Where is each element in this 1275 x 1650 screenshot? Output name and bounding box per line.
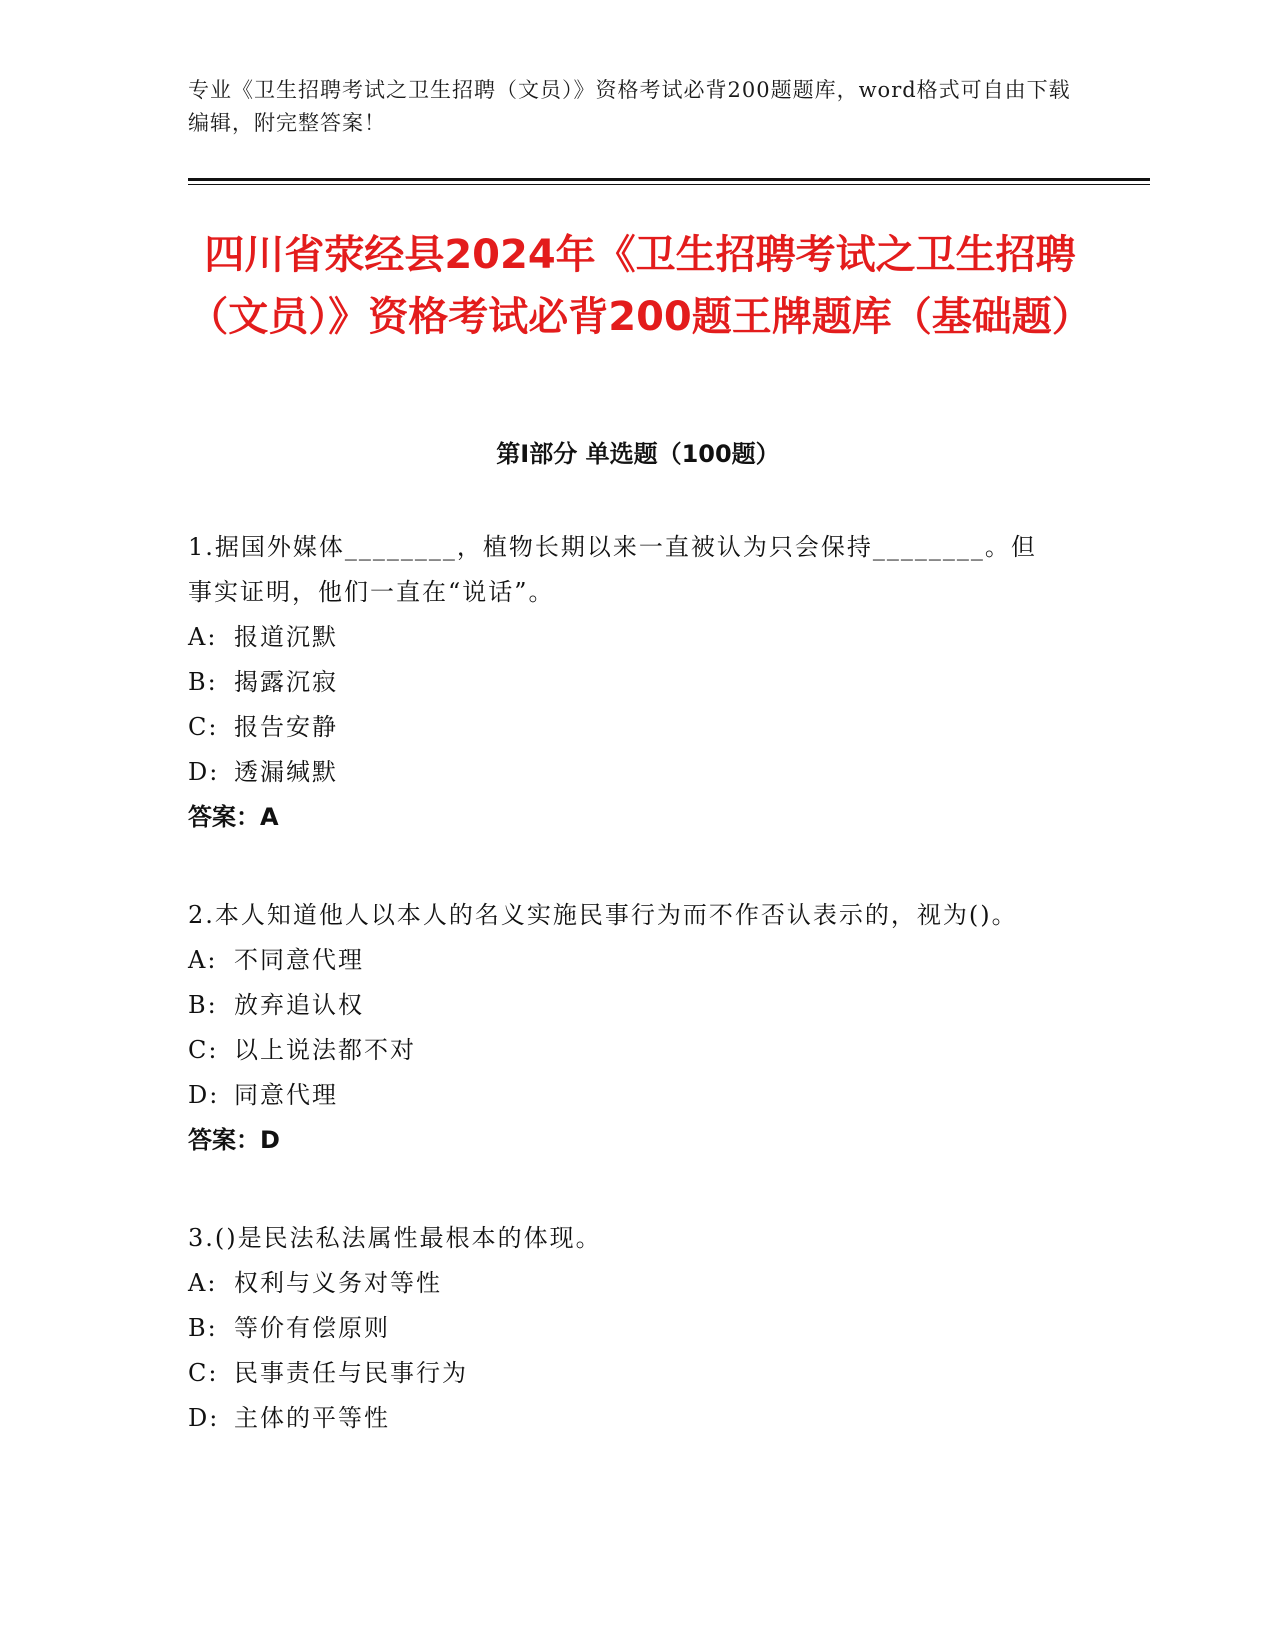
- question-stem: 1.据国外媒体________，植物长期以来一直被认为只会保持________。但事实证明，他们一直在“说话”。: [188, 533, 1037, 606]
- option-a: [188, 1261, 1058, 1306]
- option-letter: C:: [188, 1359, 219, 1387]
- option-d: [188, 750, 1058, 795]
- option-b: [188, 983, 1058, 1028]
- option-b: [188, 660, 1058, 705]
- option-letter: A:: [188, 623, 218, 651]
- header-divider-thick: [188, 178, 1150, 181]
- option-text: 民事责任与民事行为: [234, 1359, 468, 1387]
- option-text: 主体的平等性: [234, 1404, 390, 1432]
- question-list: [188, 525, 1058, 1494]
- option-text: 透漏缄默: [234, 758, 338, 786]
- option-letter: D:: [188, 1404, 220, 1432]
- question-stem: 3.()是民法私法属性最根本的体现。: [188, 1224, 602, 1252]
- document-title: 四川省荥经县2024年《卫生招聘考试之卫生招聘（文员）》资格考试必背200题王牌题库（基础题）: [188, 232, 1092, 340]
- option-text: 权利与义务对等性: [234, 1269, 442, 1297]
- option-letter: C:: [188, 713, 219, 741]
- option-c: [188, 1028, 1058, 1073]
- option-c: [188, 1351, 1058, 1396]
- question-item: [188, 893, 1058, 1163]
- question-item: [188, 1216, 1058, 1441]
- option-text: 报告安静: [234, 713, 338, 741]
- option-letter: D:: [188, 758, 220, 786]
- option-b: [188, 1306, 1058, 1351]
- option-c: [188, 705, 1058, 750]
- option-letter: B:: [188, 1314, 218, 1342]
- option-text: 揭露沉寂: [234, 668, 338, 696]
- option-d: [188, 1073, 1058, 1118]
- option-a: [188, 615, 1058, 660]
- answer-line: 答案：A: [188, 803, 279, 831]
- option-letter: A:: [188, 1269, 218, 1297]
- option-letter: B:: [188, 991, 218, 1019]
- header-divider-thin: [188, 184, 1150, 185]
- option-text: 不同意代理: [234, 946, 364, 974]
- header-note: 专业《卫生招聘考试之卫生招聘（文员）》资格考试必背200题题库，word格式可自由下载编辑，附完整答案！: [188, 78, 1071, 135]
- option-text: 同意代理: [234, 1081, 338, 1109]
- option-letter: B:: [188, 668, 218, 696]
- question-stem: 2.本人知道他人以本人的名义实施民事行为而不作否认表示的，视为()。: [188, 901, 1018, 929]
- answer-line: 答案：D: [188, 1126, 280, 1154]
- option-d: [188, 1396, 1058, 1441]
- option-text: 等价有偿原则: [234, 1314, 390, 1342]
- question-item: [188, 525, 1058, 840]
- option-text: 以上说法都不对: [234, 1036, 416, 1064]
- section-title: 第I部分 单选题（100题）: [496, 440, 780, 468]
- option-letter: D:: [188, 1081, 220, 1109]
- option-text: 报道沉默: [234, 623, 338, 651]
- option-text: 放弃追认权: [234, 991, 364, 1019]
- option-letter: A:: [188, 946, 218, 974]
- option-letter: C:: [188, 1036, 219, 1064]
- option-a: [188, 938, 1058, 983]
